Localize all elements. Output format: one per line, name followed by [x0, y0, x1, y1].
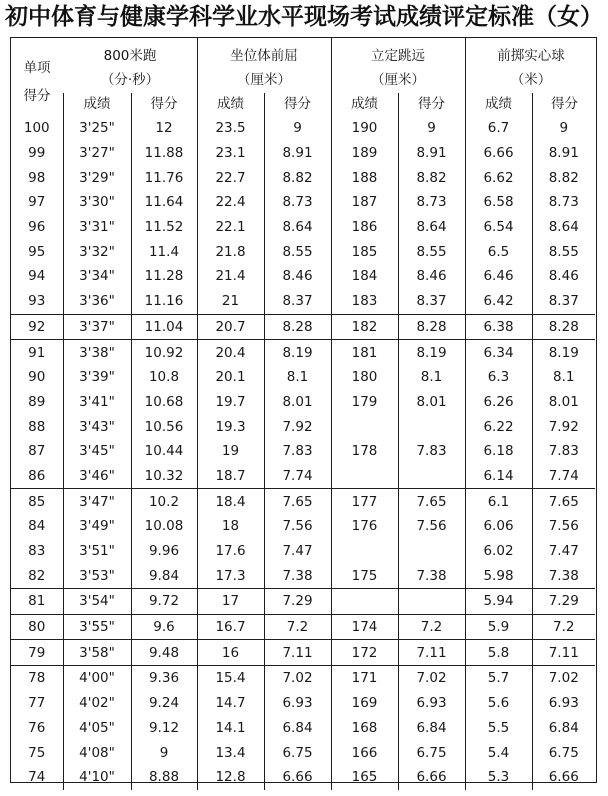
score-table-body	[11, 116, 595, 790]
table-row	[11, 765, 595, 790]
cell-800m-result: 3'30"	[63, 190, 131, 215]
cell-sit-reach-result: 23.5	[197, 116, 264, 141]
cell-800m-points: 9.84	[131, 563, 197, 588]
cell-ball-throw-result: 5.5	[465, 716, 532, 741]
table-row	[11, 489, 595, 514]
cell-score: 89	[28, 393, 46, 410]
cell-long-jump-result: 175	[331, 563, 398, 588]
table-row	[11, 340, 595, 365]
cell-sit-reach-points: 7.29	[264, 589, 331, 615]
cell-ball-throw-result: 6.7	[465, 116, 532, 141]
table-row	[11, 141, 595, 166]
cell-ball-throw-points: 7.92	[532, 414, 595, 439]
cell-sit-reach-result: 21.8	[197, 239, 264, 264]
cell-long-jump-result: 180	[331, 365, 398, 390]
cell-sit-reach-result: 18	[197, 514, 264, 539]
cell-score: 95	[28, 243, 46, 260]
table-row	[11, 514, 595, 539]
event-800m-result-header: 成绩	[83, 96, 111, 112]
cell-long-jump-result: 189	[331, 141, 398, 166]
cell-ball-throw-result: 6.58	[465, 190, 532, 215]
cell-score: 99	[28, 145, 46, 162]
cell-score: 94	[28, 268, 46, 285]
event-long-jump-result-header: 成绩	[351, 96, 378, 112]
cell-800m-result: 4'00"	[63, 666, 131, 691]
cell-sit-reach-result: 19.7	[197, 390, 264, 415]
cell-score: 86	[28, 467, 46, 484]
cell-score: 90	[28, 369, 46, 386]
cell-800m-points: 12	[131, 116, 197, 141]
cell-sit-reach-points: 7.47	[264, 539, 331, 564]
cell-ball-throw-result: 6.38	[465, 314, 532, 340]
cell-800m-result: 3'34"	[63, 264, 131, 289]
document-title: 初中体育与健康学科学业水平现场考试成绩评定标准（女）	[5, 3, 603, 30]
score-col-header-line2: 得分	[23, 88, 51, 104]
cell-ball-throw-points: 8.73	[532, 190, 595, 215]
event-800m-points-header: 得分	[150, 96, 178, 112]
cell-ball-throw-points: 8.28	[532, 314, 595, 340]
cell-800m-result: 3'53"	[63, 563, 131, 588]
cell-800m-result: 3'38"	[63, 340, 131, 365]
event-long-jump-name: 立定跳远	[371, 48, 425, 64]
table-row	[11, 666, 595, 691]
table-row	[11, 589, 595, 615]
cell-long-jump-points: 8.82	[398, 165, 465, 190]
cell-long-jump-points	[398, 589, 465, 615]
cell-sit-reach-result: 12.8	[197, 765, 264, 790]
cell-ball-throw-points: 7.11	[532, 640, 595, 666]
cell-sit-reach-points: 6.66	[264, 765, 331, 790]
cell-sit-reach-points: 8.91	[264, 141, 331, 166]
cell-long-jump-result: 169	[331, 691, 398, 716]
cell-long-jump-result: 187	[331, 190, 398, 215]
cell-800m-result: 4'02"	[63, 691, 131, 716]
cell-sit-reach-result: 23.1	[197, 141, 264, 166]
cell-score: 76	[28, 719, 46, 736]
cell-ball-throw-result: 6.02	[465, 539, 532, 564]
cell-long-jump-points: 7.65	[398, 489, 465, 514]
cell-sit-reach-result: 22.1	[197, 215, 264, 240]
cell-ball-throw-points: 7.56	[532, 514, 595, 539]
cell-800m-result: 4'05"	[63, 716, 131, 741]
cell-800m-result: 3'47"	[63, 489, 131, 514]
cell-long-jump-points	[398, 539, 465, 564]
cell-long-jump-points: 7.56	[398, 514, 465, 539]
cell-long-jump-points: 9	[398, 116, 465, 141]
cell-800m-points: 9.24	[131, 691, 197, 716]
cell-sit-reach-result: 17	[197, 589, 264, 615]
cell-ball-throw-points: 7.83	[532, 439, 595, 464]
table-row	[11, 640, 595, 666]
event-sit-reach-name: 坐位体前屈	[230, 48, 298, 64]
cell-long-jump-result: 168	[331, 716, 398, 741]
cell-800m-result: 3'46"	[63, 464, 131, 489]
table-row	[11, 239, 595, 264]
cell-ball-throw-result: 6.06	[465, 514, 532, 539]
cell-sit-reach-result: 17.6	[197, 539, 264, 564]
cell-ball-throw-result: 6.46	[465, 264, 532, 289]
cell-800m-result: 3'31"	[63, 215, 131, 240]
cell-800m-points: 9.96	[131, 539, 197, 564]
cell-sit-reach-result: 18.4	[197, 489, 264, 514]
cell-sit-reach-points: 7.92	[264, 414, 331, 439]
cell-sit-reach-result: 16	[197, 640, 264, 666]
cell-ball-throw-result: 6.22	[465, 414, 532, 439]
cell-sit-reach-points: 8.73	[264, 190, 331, 215]
cell-long-jump-result	[331, 539, 398, 564]
cell-ball-throw-result: 5.4	[465, 740, 532, 765]
cell-score: 75	[28, 744, 46, 761]
cell-long-jump-points: 8.46	[398, 264, 465, 289]
cell-long-jump-points	[398, 464, 465, 489]
cell-ball-throw-points: 8.01	[532, 390, 595, 415]
cell-800m-points: 8.88	[131, 765, 197, 790]
cell-long-jump-points: 7.02	[398, 666, 465, 691]
cell-sit-reach-points: 7.2	[264, 614, 331, 640]
cell-score: 78	[11, 666, 63, 691]
table-row	[11, 314, 595, 340]
cell-sit-reach-result: 15.4	[197, 666, 264, 691]
cell-score: 98	[28, 169, 46, 186]
cell-long-jump-result: 178	[331, 439, 398, 464]
table-row	[11, 215, 595, 240]
cell-sit-reach-result: 16.7	[197, 614, 264, 640]
cell-800m-result: 3'41"	[63, 390, 131, 415]
cell-ball-throw-result: 6.62	[465, 165, 532, 190]
cell-long-jump-points: 7.2	[398, 614, 465, 640]
cell-800m-points: 11.64	[131, 190, 197, 215]
cell-score: 93	[28, 293, 46, 310]
cell-800m-points: 11.16	[131, 289, 197, 314]
cell-ball-throw-points: 8.19	[532, 340, 595, 365]
cell-ball-throw-result: 6.14	[465, 464, 532, 489]
cell-long-jump-result: 165	[331, 765, 398, 790]
cell-800m-points: 10.2	[131, 489, 197, 514]
cell-long-jump-result: 166	[331, 740, 398, 765]
cell-sit-reach-result: 17.3	[197, 563, 264, 588]
cell-long-jump-points	[398, 414, 465, 439]
cell-800m-result: 3'49"	[63, 514, 131, 539]
cell-ball-throw-points: 6.75	[532, 740, 595, 765]
cell-sit-reach-result: 18.7	[197, 464, 264, 489]
cell-800m-result: 4'10"	[63, 765, 131, 790]
cell-long-jump-points: 6.75	[398, 740, 465, 765]
cell-sit-reach-points: 7.02	[264, 666, 331, 691]
cell-ball-throw-points: 8.37	[532, 289, 595, 314]
cell-sit-reach-points: 8.64	[264, 215, 331, 240]
table-row	[11, 464, 595, 489]
cell-ball-throw-result: 6.42	[465, 289, 532, 314]
cell-sit-reach-result: 22.7	[197, 165, 264, 190]
cell-ball-throw-points: 7.29	[532, 589, 595, 615]
cell-ball-throw-points: 7.38	[532, 563, 595, 588]
cell-ball-throw-points: 8.64	[532, 215, 595, 240]
cell-ball-throw-result: 5.9	[465, 614, 532, 640]
table-row	[11, 563, 595, 588]
table-row	[11, 289, 595, 314]
cell-long-jump-result: 183	[331, 289, 398, 314]
cell-ball-throw-points: 7.47	[532, 539, 595, 564]
cell-long-jump-points: 8.37	[398, 289, 465, 314]
cell-score: 74	[28, 769, 46, 786]
cell-ball-throw-result: 5.6	[465, 691, 532, 716]
table-row	[11, 614, 595, 640]
cell-sit-reach-points: 6.84	[264, 716, 331, 741]
cell-long-jump-result: 186	[331, 215, 398, 240]
cell-score: 84	[28, 518, 46, 535]
cell-ball-throw-result: 5.3	[465, 765, 532, 790]
table-row	[11, 414, 595, 439]
cell-sit-reach-points: 8.82	[264, 165, 331, 190]
table-row	[11, 365, 595, 390]
cell-800m-points: 10.44	[131, 439, 197, 464]
cell-800m-points: 9.6	[131, 614, 197, 640]
cell-sit-reach-points: 8.46	[264, 264, 331, 289]
cell-800m-result: 3'39"	[63, 365, 131, 390]
cell-800m-result: 3'25"	[63, 116, 131, 141]
cell-ball-throw-points: 7.74	[532, 464, 595, 489]
cell-800m-result: 3'54"	[63, 589, 131, 615]
cell-long-jump-result: 182	[331, 314, 398, 340]
cell-ball-throw-result: 6.66	[465, 141, 532, 166]
cell-long-jump-points: 8.91	[398, 141, 465, 166]
cell-long-jump-result: 179	[331, 390, 398, 415]
cell-sit-reach-points: 8.37	[264, 289, 331, 314]
cell-long-jump-points: 7.83	[398, 439, 465, 464]
table-row	[11, 691, 595, 716]
cell-sit-reach-points: 6.93	[264, 691, 331, 716]
cell-800m-points: 9.48	[131, 640, 197, 666]
cell-sit-reach-result: 21	[197, 289, 264, 314]
cell-800m-result: 4'08"	[63, 740, 131, 765]
table-row	[11, 716, 595, 741]
cell-800m-points: 9.72	[131, 589, 197, 615]
cell-800m-result: 3'27"	[63, 141, 131, 166]
event-800m-unit: （分·秒）	[100, 72, 160, 88]
score-standard-table	[10, 37, 597, 786]
cell-ball-throw-points: 7.2	[532, 614, 595, 640]
table-row	[11, 740, 595, 765]
score-col-header-line1: 单项	[23, 60, 51, 76]
cell-long-jump-points: 8.1	[398, 365, 465, 390]
cell-long-jump-result: 172	[331, 640, 398, 666]
cell-ball-throw-result: 6.3	[465, 365, 532, 390]
cell-score: 79	[11, 640, 63, 666]
cell-800m-points: 11.04	[131, 314, 197, 340]
cell-800m-points: 11.52	[131, 215, 197, 240]
cell-800m-result: 3'29"	[63, 165, 131, 190]
cell-sit-reach-points: 7.74	[264, 464, 331, 489]
table-header	[11, 38, 596, 116]
cell-sit-reach-points: 7.83	[264, 439, 331, 464]
cell-sit-reach-result: 14.1	[197, 716, 264, 741]
cell-long-jump-points: 8.73	[398, 190, 465, 215]
cell-800m-result: 3'36"	[63, 289, 131, 314]
cell-long-jump-points: 6.93	[398, 691, 465, 716]
cell-800m-points: 10.08	[131, 514, 197, 539]
cell-long-jump-points: 8.28	[398, 314, 465, 340]
cell-sit-reach-result: 14.7	[197, 691, 264, 716]
cell-long-jump-result: 171	[331, 666, 398, 691]
cell-800m-result: 3'32"	[63, 239, 131, 264]
cell-ball-throw-result: 6.34	[465, 340, 532, 365]
cell-long-jump-points: 6.66	[398, 765, 465, 790]
cell-800m-result: 3'37"	[63, 314, 131, 340]
table-row	[11, 390, 595, 415]
cell-ball-throw-points: 8.91	[532, 141, 595, 166]
cell-sit-reach-points: 6.75	[264, 740, 331, 765]
cell-long-jump-result: 184	[331, 264, 398, 289]
cell-long-jump-result: 177	[331, 489, 398, 514]
cell-score: 96	[28, 219, 46, 236]
table-row	[11, 116, 595, 141]
table-row	[11, 264, 595, 289]
cell-sit-reach-result: 21.4	[197, 264, 264, 289]
table-row	[11, 190, 595, 215]
cell-800m-points: 9	[131, 740, 197, 765]
cell-score: 97	[28, 194, 46, 211]
cell-ball-throw-result: 5.94	[465, 589, 532, 615]
cell-800m-points: 11.28	[131, 264, 197, 289]
cell-800m-points: 10.92	[131, 340, 197, 365]
cell-score: 87	[28, 443, 46, 460]
cell-long-jump-result: 188	[331, 165, 398, 190]
cell-long-jump-result: 174	[331, 614, 398, 640]
cell-score: 85	[11, 489, 63, 514]
cell-800m-points: 10.68	[131, 390, 197, 415]
cell-sit-reach-points: 8.28	[264, 314, 331, 340]
cell-800m-points: 11.88	[131, 141, 197, 166]
cell-ball-throw-result: 5.7	[465, 666, 532, 691]
cell-800m-points: 9.12	[131, 716, 197, 741]
cell-ball-throw-result: 6.18	[465, 439, 532, 464]
cell-score: 92	[11, 314, 63, 340]
event-800m-name: 800米跑	[103, 48, 157, 64]
cell-ball-throw-points: 8.46	[532, 264, 595, 289]
cell-sit-reach-points: 8.55	[264, 239, 331, 264]
cell-sit-reach-result: 20.4	[197, 340, 264, 365]
cell-score: 82	[28, 567, 46, 584]
cell-ball-throw-points: 8.55	[532, 239, 595, 264]
cell-800m-points: 10.32	[131, 464, 197, 489]
cell-long-jump-points: 8.01	[398, 390, 465, 415]
event-ball-throw-points-header: 得分	[551, 96, 578, 112]
cell-800m-points: 11.4	[131, 239, 197, 264]
cell-ball-throw-points: 8.1	[532, 365, 595, 390]
cell-sit-reach-result: 22.4	[197, 190, 264, 215]
cell-800m-points: 9.36	[131, 666, 197, 691]
cell-long-jump-points: 8.19	[398, 340, 465, 365]
cell-long-jump-points: 8.64	[398, 215, 465, 240]
cell-ball-throw-result: 6.54	[465, 215, 532, 240]
table-row	[11, 539, 595, 564]
cell-800m-result: 3'45"	[63, 439, 131, 464]
cell-ball-throw-points: 6.66	[532, 765, 595, 790]
cell-sit-reach-points: 8.1	[264, 365, 331, 390]
cell-long-jump-points: 7.11	[398, 640, 465, 666]
cell-sit-reach-points: 7.38	[264, 563, 331, 588]
cell-sit-reach-result: 20.7	[197, 314, 264, 340]
cell-ball-throw-points: 8.82	[532, 165, 595, 190]
cell-800m-points: 10.56	[131, 414, 197, 439]
cell-800m-result: 3'55"	[63, 614, 131, 640]
cell-sit-reach-points: 7.11	[264, 640, 331, 666]
cell-long-jump-result	[331, 414, 398, 439]
cell-long-jump-result	[331, 464, 398, 489]
cell-score: 91	[11, 340, 63, 365]
cell-ball-throw-points: 9	[532, 116, 595, 141]
cell-score: 81	[11, 589, 63, 615]
cell-long-jump-result	[331, 589, 398, 615]
cell-long-jump-points: 8.55	[398, 239, 465, 264]
cell-long-jump-result: 190	[331, 116, 398, 141]
cell-ball-throw-points: 6.84	[532, 716, 595, 741]
cell-800m-points: 11.76	[131, 165, 197, 190]
event-sit-reach-result-header: 成绩	[217, 96, 244, 112]
event-long-jump-unit: （厘米）	[371, 72, 425, 88]
event-sit-reach-unit: （厘米）	[237, 72, 291, 88]
cell-long-jump-result: 181	[331, 340, 398, 365]
cell-sit-reach-points: 8.01	[264, 390, 331, 415]
cell-ball-throw-points: 7.02	[532, 666, 595, 691]
cell-sit-reach-result: 19.3	[197, 414, 264, 439]
cell-ball-throw-result: 5.98	[465, 563, 532, 588]
table-row	[11, 439, 595, 464]
event-sit-reach-points-header: 得分	[284, 96, 311, 112]
cell-score: 77	[28, 695, 46, 712]
cell-ball-throw-result: 6.26	[465, 390, 532, 415]
cell-sit-reach-points: 7.56	[264, 514, 331, 539]
cell-sit-reach-result: 13.4	[197, 740, 264, 765]
event-ball-throw-name: 前掷实心球	[497, 48, 565, 64]
cell-800m-result: 3'43"	[63, 414, 131, 439]
cell-sit-reach-result: 20.1	[197, 365, 264, 390]
cell-long-jump-result: 185	[331, 239, 398, 264]
cell-sit-reach-points: 8.19	[264, 340, 331, 365]
cell-sit-reach-result: 19	[197, 439, 264, 464]
table-row	[11, 165, 595, 190]
cell-sit-reach-points: 7.65	[264, 489, 331, 514]
cell-long-jump-result: 176	[331, 514, 398, 539]
event-long-jump-points-header: 得分	[418, 96, 445, 112]
cell-long-jump-points: 6.84	[398, 716, 465, 741]
cell-800m-points: 10.8	[131, 365, 197, 390]
event-ball-throw-unit: （米）	[510, 72, 552, 88]
cell-score: 83	[28, 543, 46, 560]
cell-long-jump-points: 7.38	[398, 563, 465, 588]
cell-800m-result: 3'51"	[63, 539, 131, 564]
cell-score: 88	[28, 418, 46, 435]
event-ball-throw-result-header: 成绩	[485, 96, 512, 112]
cell-ball-throw-result: 6.5	[465, 239, 532, 264]
cell-score: 100	[23, 120, 50, 137]
cell-sit-reach-points: 9	[264, 116, 331, 141]
cell-800m-result: 3'58"	[63, 640, 131, 666]
cell-score: 80	[11, 614, 63, 640]
cell-ball-throw-points: 7.65	[532, 489, 595, 514]
cell-ball-throw-result: 5.8	[465, 640, 532, 666]
cell-ball-throw-result: 6.1	[465, 489, 532, 514]
cell-ball-throw-points: 6.93	[532, 691, 595, 716]
